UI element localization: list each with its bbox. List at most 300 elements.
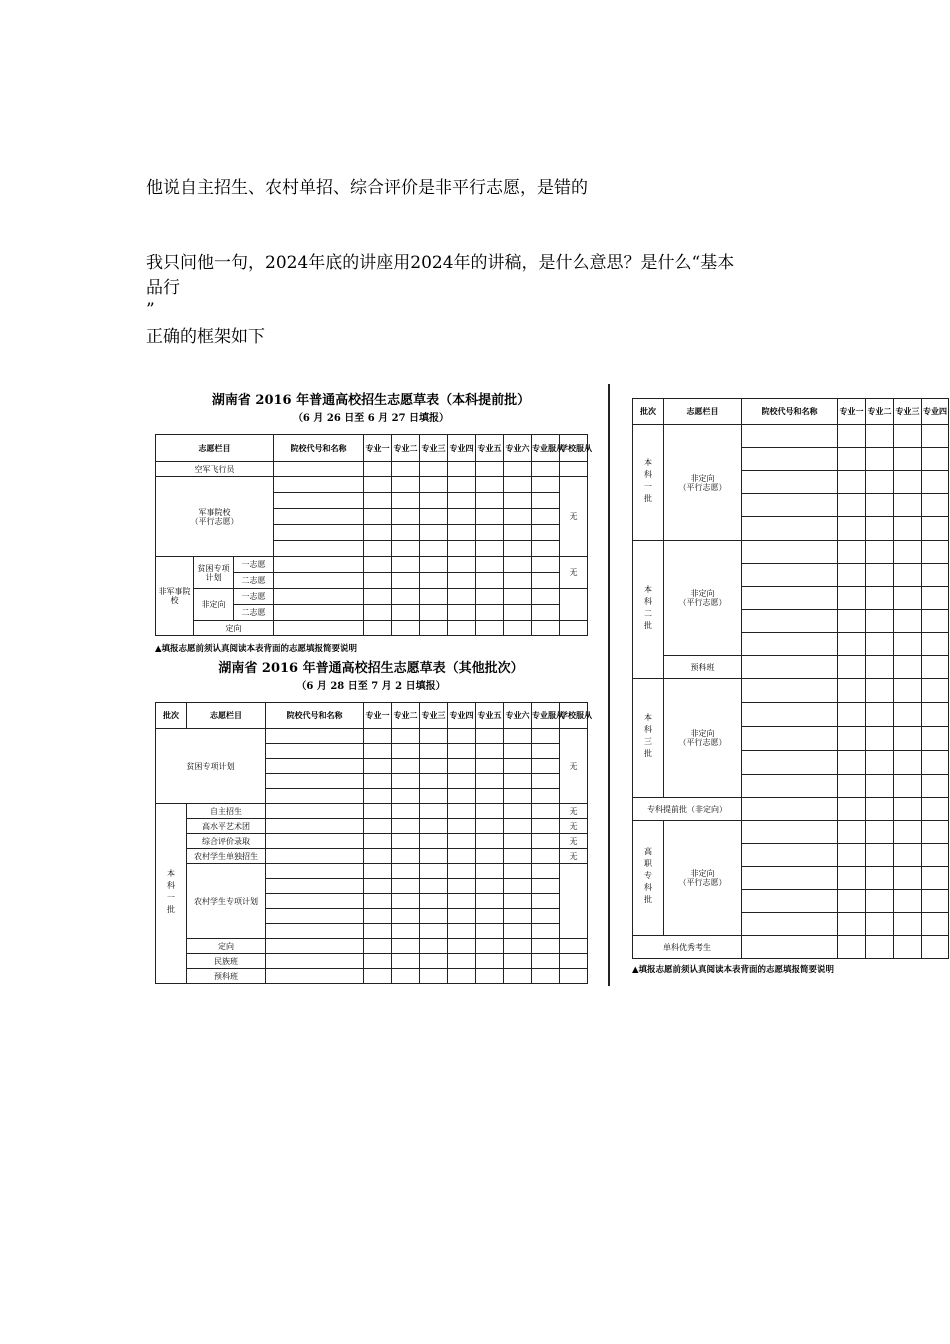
- form-cell: [448, 849, 476, 864]
- form1-vol1-a: 一志愿: [234, 557, 274, 573]
- form1-header-major-obey: 专业服从: [532, 435, 560, 462]
- form-cell: [532, 557, 560, 573]
- form-cell: [838, 821, 866, 844]
- form-cell: [274, 557, 364, 573]
- form-cell: [560, 954, 588, 969]
- form-cell: [838, 610, 866, 633]
- form2-none-4: 无: [560, 849, 588, 864]
- form2-subtitle: （6 月 28 日至 7 月 2 日填报）: [296, 681, 446, 692]
- form-cell: [266, 864, 364, 879]
- form3-gaozhi-nondir: 非定向 （平行志愿）: [664, 821, 742, 936]
- form-cell: [894, 913, 922, 936]
- form-cell: [742, 425, 838, 448]
- form1-header-school-obey: 学校服从: [560, 435, 588, 462]
- form1-title: 湖南省 2016 年普通高校招生志愿草表（本科提前批）: [211, 393, 531, 408]
- form-cell: [266, 939, 364, 954]
- form-cell: [922, 751, 949, 775]
- form2-none-3: 无: [560, 834, 588, 849]
- form-cell: [392, 774, 420, 789]
- form-cell: [894, 775, 922, 798]
- form-cell: [866, 727, 894, 751]
- form3-batch3: 本科三批: [633, 679, 664, 798]
- form-cell: [866, 587, 894, 610]
- form-cell: [742, 541, 838, 564]
- form-cell: [532, 804, 560, 819]
- paragraph-2: 我只问他一句，2024年底的讲座用2024年的讲稿，是什么意思？是什么“基本: [146, 253, 735, 273]
- form-cell: [476, 605, 504, 621]
- form-cell: [392, 954, 420, 969]
- form-cell: [504, 509, 532, 525]
- form-cell: [504, 621, 532, 636]
- form3-batch1: 本科一批: [633, 425, 664, 541]
- form-cell: [364, 789, 392, 804]
- form-cell: [742, 775, 838, 798]
- form-cell: [420, 849, 448, 864]
- form-cell: [448, 509, 476, 525]
- form-cell: [266, 849, 364, 864]
- form-cell: [532, 864, 560, 879]
- form-cell: [894, 541, 922, 564]
- form2-row-art: 高水平艺术团: [187, 819, 266, 834]
- form1-header-col: 志愿栏目: [156, 435, 274, 462]
- form-cell: [866, 610, 894, 633]
- form-cell: [392, 834, 420, 849]
- form-cell: [266, 834, 364, 849]
- form-cell: [922, 727, 949, 751]
- form-cell: [266, 894, 364, 909]
- form-cell: [364, 849, 392, 864]
- form-cell: [866, 425, 894, 448]
- form2-header-major-obey: 专业服从: [532, 703, 560, 729]
- form2-none-1: 无: [560, 804, 588, 819]
- form-cell: [364, 744, 392, 759]
- form-cell: [742, 633, 838, 656]
- form-cell: [420, 939, 448, 954]
- form-cell: [476, 864, 504, 879]
- form-cell: [532, 774, 560, 789]
- form-cell: [894, 425, 922, 448]
- form-cell: [364, 969, 392, 984]
- form-cell: [420, 834, 448, 849]
- form2-header-major-2: 专业二: [392, 703, 420, 729]
- form-cell: [420, 509, 448, 525]
- form1-military: 军事院校 （平行志愿）: [156, 477, 274, 557]
- form-cell: [392, 509, 420, 525]
- form2-header-major-3: 专业三: [420, 703, 448, 729]
- form-cell: [420, 789, 448, 804]
- form-cell: [448, 729, 476, 744]
- form-cell: [448, 477, 476, 493]
- form3-batch3-nondir: 非定向 （平行志愿）: [664, 679, 742, 798]
- form-cell: [742, 844, 838, 867]
- form-cell: [532, 525, 560, 541]
- form-cell: [274, 605, 364, 621]
- form-cell: [742, 587, 838, 610]
- form-cell: [866, 751, 894, 775]
- form2-row-directed: 定向: [187, 939, 266, 954]
- form1-mil-none: 无: [560, 477, 588, 557]
- form-cell: [420, 541, 448, 557]
- form-cell: [532, 924, 560, 939]
- form-cell: [448, 969, 476, 984]
- form-cell: [476, 939, 504, 954]
- form-cell: [894, 656, 922, 679]
- form1-poor-plan: 贫困专项计划: [194, 557, 234, 589]
- form-cell: [742, 494, 838, 517]
- form2-header-major-4: 专业四: [448, 703, 476, 729]
- form-cell: [266, 759, 364, 774]
- form-cell: [448, 804, 476, 819]
- form-cell: [392, 909, 420, 924]
- form-cell: [266, 954, 364, 969]
- form-cell: [448, 525, 476, 541]
- form-cell: [866, 821, 894, 844]
- form-cell: [866, 517, 894, 541]
- form-cell: [266, 744, 364, 759]
- form-cell: [266, 804, 364, 819]
- form-cell: [392, 477, 420, 493]
- form-cell: [532, 477, 560, 493]
- form-cell: [532, 954, 560, 969]
- form-cell: [448, 573, 476, 589]
- form-cell: [922, 564, 949, 587]
- form-cell: [532, 493, 560, 509]
- form-cell: [364, 939, 392, 954]
- form3-header-major-1: 专业一: [838, 399, 866, 425]
- form-cell: [364, 509, 392, 525]
- form2-table: [155, 702, 592, 984]
- form3-batch2-nondir: 非定向 （平行志愿）: [664, 541, 742, 656]
- form-cell: [448, 541, 476, 557]
- form-cell: [894, 471, 922, 494]
- paragraph-2-quote: ”: [146, 300, 155, 320]
- form-cell: [266, 924, 364, 939]
- form-cell: [838, 587, 866, 610]
- form-cell: [476, 729, 504, 744]
- form-cell: [532, 744, 560, 759]
- form2-row-zizhu: 自主招生: [187, 804, 266, 819]
- form-cell: [476, 493, 504, 509]
- form-cell: [742, 471, 838, 494]
- form-cell: [476, 909, 504, 924]
- form-cell: [560, 589, 588, 621]
- form-cell: [392, 729, 420, 744]
- form-cell: [866, 867, 894, 890]
- form-cell: [922, 890, 949, 913]
- form-cell: [420, 477, 448, 493]
- form2-header-major-6: 专业六: [504, 703, 532, 729]
- form-cell: [866, 541, 894, 564]
- form-cell: [364, 589, 392, 605]
- form-cell: [742, 448, 838, 471]
- form-cell: [392, 621, 420, 636]
- form2-header-col: 志愿栏目: [187, 703, 266, 729]
- form-cell: [448, 774, 476, 789]
- form-cell: [448, 589, 476, 605]
- form-cell: [274, 525, 364, 541]
- form-cell: [364, 605, 392, 621]
- form-cell: [532, 969, 560, 984]
- form-cell: [476, 954, 504, 969]
- form-cell: [838, 751, 866, 775]
- form-cell: [392, 939, 420, 954]
- form-cell: [866, 656, 894, 679]
- form-cell: [894, 679, 922, 703]
- form-cell: [560, 969, 588, 984]
- form-cell: [392, 879, 420, 894]
- form-cell: [742, 564, 838, 587]
- form-cell: [894, 844, 922, 867]
- form3-gaozhi: 高职专科批: [633, 821, 664, 936]
- form-cell: [420, 804, 448, 819]
- form-cell: [838, 775, 866, 798]
- form-cell: [420, 605, 448, 621]
- form-cell: [476, 894, 504, 909]
- form-cell: [274, 589, 364, 605]
- form-cell: [838, 656, 866, 679]
- paragraph-2-cont: 品行: [146, 278, 180, 298]
- form-cell: [894, 821, 922, 844]
- form-cell: [448, 605, 476, 621]
- form-cell: [894, 564, 922, 587]
- form-cell: [364, 819, 392, 834]
- form-cell: [532, 589, 560, 605]
- form-cell: [364, 759, 392, 774]
- form-cell: [922, 610, 949, 633]
- form-cell: [866, 633, 894, 656]
- form-cell: [476, 525, 504, 541]
- form-cell: [894, 448, 922, 471]
- form2-rural-plan: 农村学生专项计划: [187, 864, 266, 939]
- form-cell: [866, 564, 894, 587]
- form-cell: [448, 744, 476, 759]
- form-cell: [364, 774, 392, 789]
- form3-header-major-3: 专业三: [894, 399, 922, 425]
- form-cell: [504, 525, 532, 541]
- form-cell: [838, 564, 866, 587]
- form-cell: [392, 573, 420, 589]
- form-cell: [866, 798, 894, 821]
- form-cell: [476, 477, 504, 493]
- form-cell: [448, 557, 476, 573]
- form3-table: [632, 398, 949, 959]
- form-cell: [448, 894, 476, 909]
- form3-header-col: 志愿栏目: [664, 399, 742, 425]
- form-cell: [742, 798, 838, 821]
- form-cell: [504, 969, 532, 984]
- form2-title: 湖南省 2016 年普通高校招生志愿草表（其他批次）: [218, 661, 524, 676]
- form-cell: [504, 789, 532, 804]
- form-cell: [894, 727, 922, 751]
- form-cell: [392, 804, 420, 819]
- form-cell: [838, 471, 866, 494]
- form-cell: [742, 727, 838, 751]
- form2-header-major-1: 专业一: [364, 703, 392, 729]
- form-cell: [532, 462, 560, 477]
- form-cell: [504, 729, 532, 744]
- form-cell: [532, 573, 560, 589]
- form-cell: [420, 954, 448, 969]
- form3-header-batch: 批次: [633, 399, 664, 425]
- form-cell: [476, 789, 504, 804]
- form-cell: [532, 605, 560, 621]
- form-cell: [476, 744, 504, 759]
- form-cell: [274, 573, 364, 589]
- form-cell: [894, 751, 922, 775]
- form-cell: [274, 477, 364, 493]
- form-cell: [922, 703, 949, 727]
- form-cell: [504, 759, 532, 774]
- form3-batch1-nondir: 非定向 （平行志愿）: [664, 425, 742, 541]
- form1-header-major-5: 专业五: [476, 435, 504, 462]
- form-cell: [420, 774, 448, 789]
- form-cell: [894, 936, 922, 959]
- form1-vol2-b: 二志愿: [234, 605, 274, 621]
- form-cell: [922, 936, 949, 959]
- form-cell: [274, 621, 364, 636]
- form3-zk-early: 专科提前批（非定向）: [633, 798, 742, 821]
- form-cell: [866, 679, 894, 703]
- form1-nonmilitary: 非军事院校: [156, 557, 194, 636]
- form-cell: [532, 759, 560, 774]
- form-cell: [504, 924, 532, 939]
- form-cell: [448, 759, 476, 774]
- form-cell: [266, 789, 364, 804]
- form1-note: ▲填报志愿前须认真阅读本表背面的志愿填报简要说明: [155, 644, 358, 654]
- form-cell: [742, 610, 838, 633]
- form-cell: [266, 729, 364, 744]
- form-cell: [742, 751, 838, 775]
- form1-vol2-a: 二志愿: [234, 573, 274, 589]
- form-cell: [448, 909, 476, 924]
- form-cell: [866, 844, 894, 867]
- form-cell: [504, 954, 532, 969]
- form-cell: [392, 605, 420, 621]
- form-cell: [420, 729, 448, 744]
- form-cell: [476, 834, 504, 849]
- form-cell: [838, 727, 866, 751]
- form-cell: [392, 789, 420, 804]
- form-cell: [476, 969, 504, 984]
- form-cell: [742, 890, 838, 913]
- form-cell: [894, 517, 922, 541]
- form-cell: [364, 557, 392, 573]
- form-cell: [420, 557, 448, 573]
- form1-header-major-1: 专业一: [364, 435, 392, 462]
- form-cell: [742, 913, 838, 936]
- form1-header-major-3: 专业三: [420, 435, 448, 462]
- form2-row-rural-single: 农村学生单独招生: [187, 849, 266, 864]
- form-cell: [560, 864, 588, 939]
- form-cell: [504, 493, 532, 509]
- form-cell: [838, 633, 866, 656]
- form-cell: [838, 679, 866, 703]
- form-cell: [476, 541, 504, 557]
- paragraph-1: 他说自主招生、农村单招、综合评价是非平行志愿，是错的: [146, 178, 588, 198]
- form-cell: [420, 525, 448, 541]
- form-cell: [392, 557, 420, 573]
- form-cell: [504, 849, 532, 864]
- form2-batch1: 本科一批: [156, 804, 187, 984]
- form-cell: [922, 798, 949, 821]
- form-cell: [364, 924, 392, 939]
- form-cell: [838, 844, 866, 867]
- form-cell: [392, 849, 420, 864]
- form-cell: [476, 621, 504, 636]
- form2-poor-none: 无: [560, 729, 588, 804]
- form-cell: [866, 703, 894, 727]
- form-cell: [364, 909, 392, 924]
- form-cell: [476, 759, 504, 774]
- form-cell: [420, 589, 448, 605]
- form2-header-school-obey: 学校服从: [560, 703, 588, 729]
- form2-row-minzu: 民族班: [187, 954, 266, 969]
- form-cell: [504, 804, 532, 819]
- form-cell: [894, 587, 922, 610]
- form-cell: [392, 864, 420, 879]
- form-cell: [922, 494, 949, 517]
- form-cell: [838, 890, 866, 913]
- form3-note: ▲填报志愿前须认真阅读本表背面的志愿填报简要说明: [632, 965, 835, 975]
- form-cell: [922, 844, 949, 867]
- form-cell: [392, 541, 420, 557]
- paragraph-3: 正确的框架如下: [146, 327, 265, 347]
- form-cell: [532, 819, 560, 834]
- form-cell: [448, 789, 476, 804]
- form-cell: [922, 913, 949, 936]
- form-cell: [420, 924, 448, 939]
- form-cell: [894, 610, 922, 633]
- form-cell: [532, 729, 560, 744]
- form2-none-2: 无: [560, 819, 588, 834]
- form-cell: [504, 605, 532, 621]
- form-cell: [838, 703, 866, 727]
- form-cell: [742, 656, 838, 679]
- form-cell: [364, 894, 392, 909]
- form2-row-yuke: 预科班: [187, 969, 266, 984]
- form-cell: [392, 462, 420, 477]
- form2-header-major-5: 专业五: [476, 703, 504, 729]
- form-cell: [504, 744, 532, 759]
- form-cell: [420, 573, 448, 589]
- form-cell: [448, 462, 476, 477]
- form-cell: [274, 462, 364, 477]
- form-cell: [420, 621, 448, 636]
- form-cell: [364, 804, 392, 819]
- form-cell: [420, 462, 448, 477]
- form-cell: [532, 939, 560, 954]
- form-cell: [504, 834, 532, 849]
- form-cell: [420, 744, 448, 759]
- form3-header-major-2: 专业二: [866, 399, 894, 425]
- form1-air-force: 空军飞行员: [156, 462, 274, 477]
- form-cell: [364, 525, 392, 541]
- form-cell: [392, 525, 420, 541]
- form1-nondirected: 非定向: [194, 589, 234, 621]
- form-cell: [364, 541, 392, 557]
- form-cell: [866, 936, 894, 959]
- form-cell: [504, 819, 532, 834]
- form-cell: [420, 819, 448, 834]
- form-cell: [392, 924, 420, 939]
- form-cell: [504, 864, 532, 879]
- form-cell: [922, 541, 949, 564]
- form-cell: [266, 819, 364, 834]
- form2-poor-plan: 贫困专项计划: [156, 729, 266, 804]
- form-cell: [894, 867, 922, 890]
- form3-batch2: 本科二批: [633, 541, 664, 679]
- form-cell: [742, 867, 838, 890]
